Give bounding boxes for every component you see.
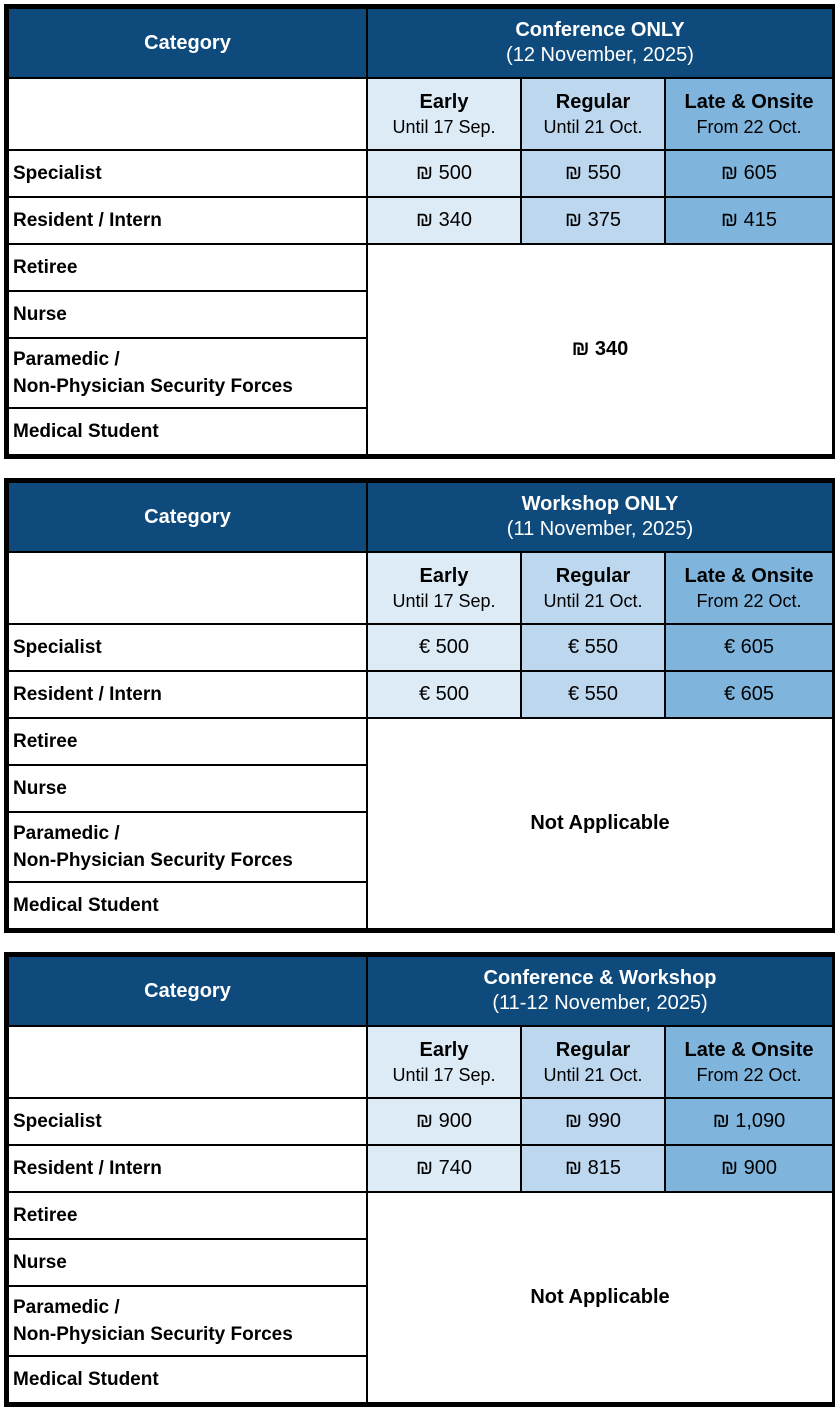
package-header: [367, 956, 833, 1026]
price-cell-late: € 605: [665, 624, 833, 671]
empty-header-cell: [8, 1026, 367, 1098]
period-date: Until 21 Oct.: [543, 1064, 643, 1085]
period-name: Early: [419, 564, 469, 587]
period-name: Regular: [555, 564, 631, 587]
period-date: From 22 Oct.: [696, 1064, 802, 1085]
period-header-late: [665, 78, 833, 150]
category-label: Specialist: [8, 624, 367, 671]
category-label: Retiree: [8, 718, 367, 765]
price-cell-early: ₪ 340: [367, 197, 521, 244]
table-row: [8, 624, 833, 671]
package-title: Conference ONLY: [515, 19, 685, 41]
price-cell-late: ₪ 605: [665, 150, 833, 197]
price-cell-late: € 605: [665, 671, 833, 718]
package-header: [367, 8, 833, 78]
period-header-regular: [521, 1026, 665, 1098]
price-cell-early: ₪ 900: [367, 1098, 521, 1145]
category-label: Paramedic / Non-Physician Security Forces: [8, 1286, 367, 1356]
category-label: Retiree: [8, 244, 367, 291]
period-date: Until 17 Sep.: [392, 1064, 496, 1085]
price-cell-late: ₪ 415: [665, 197, 833, 244]
period-header-late: [665, 1026, 833, 1098]
price-cell-late: ₪ 1,090: [665, 1098, 833, 1145]
period-date: Until 17 Sep.: [392, 590, 496, 611]
package-title: Conference & Workshop: [483, 967, 717, 989]
category-label: Nurse: [8, 1239, 367, 1286]
table-row: [8, 1145, 833, 1192]
period-date: Until 17 Sep.: [392, 116, 496, 137]
category-label: Resident / Intern: [8, 197, 367, 244]
category-label: Medical Student: [8, 1356, 367, 1403]
table-row: [8, 150, 833, 197]
price-cell-early: € 500: [367, 671, 521, 718]
package-title: Workshop ONLY: [521, 493, 679, 515]
price-cell-early: ₪ 500: [367, 150, 521, 197]
category-header: Category: [8, 482, 367, 552]
period-name: Regular: [555, 90, 631, 113]
pricing-table: [4, 952, 835, 1407]
package-date: (12 November, 2025): [506, 44, 694, 66]
period-header-early: [367, 78, 521, 150]
price-cell-regular: ₪ 990: [521, 1098, 665, 1145]
period-header-regular: [521, 78, 665, 150]
price-cell-regular: ₪ 375: [521, 197, 665, 244]
period-date: From 22 Oct.: [696, 116, 802, 137]
category-label: Specialist: [8, 150, 367, 197]
period-date: Until 21 Oct.: [543, 116, 643, 137]
period-name: Late & Onsite: [684, 1038, 814, 1061]
period-header-early: [367, 552, 521, 624]
shared-price-cell: Not Applicable: [367, 1192, 833, 1403]
table-row: [8, 1192, 833, 1239]
category-label: Resident / Intern: [8, 671, 367, 718]
period-date: Until 21 Oct.: [543, 590, 643, 611]
category-label: Medical Student: [8, 408, 367, 455]
price-cell-regular: € 550: [521, 624, 665, 671]
period-header-early: [367, 1026, 521, 1098]
period-name: Late & Onsite: [684, 90, 814, 113]
period-name: Early: [419, 1038, 469, 1061]
table-row: [8, 671, 833, 718]
price-cell-regular: ₪ 550: [521, 150, 665, 197]
pricing-table: [4, 478, 835, 933]
price-cell-regular: ₪ 815: [521, 1145, 665, 1192]
period-header-late: [665, 552, 833, 624]
category-label: Medical Student: [8, 882, 367, 929]
package-header: [367, 482, 833, 552]
price-cell-regular: € 550: [521, 671, 665, 718]
period-header-regular: [521, 552, 665, 624]
table-row: [8, 1098, 833, 1145]
empty-header-cell: [8, 552, 367, 624]
price-cell-late: ₪ 900: [665, 1145, 833, 1192]
category-label: Nurse: [8, 765, 367, 812]
period-name: Late & Onsite: [684, 564, 814, 587]
category-label: Nurse: [8, 291, 367, 338]
category-header: Category: [8, 956, 367, 1026]
price-cell-early: ₪ 740: [367, 1145, 521, 1192]
shared-price-cell: ₪ 340: [367, 244, 833, 455]
pricing-table: [4, 4, 835, 459]
package-date: (11 November, 2025): [506, 518, 694, 540]
shared-price-cell: Not Applicable: [367, 718, 833, 929]
price-cell-early: € 500: [367, 624, 521, 671]
table-row: [8, 197, 833, 244]
category-label: Retiree: [8, 1192, 367, 1239]
table-row: [8, 718, 833, 765]
category-label: Paramedic / Non-Physician Security Forces: [8, 812, 367, 882]
table-row: [8, 244, 833, 291]
period-date: From 22 Oct.: [696, 590, 802, 611]
category-label: Resident / Intern: [8, 1145, 367, 1192]
package-date: (11-12 November, 2025): [492, 992, 708, 1014]
category-label: Paramedic / Non-Physician Security Forces: [8, 338, 367, 408]
empty-header-cell: [8, 78, 367, 150]
category-header: Category: [8, 8, 367, 78]
period-name: Regular: [555, 1038, 631, 1061]
period-name: Early: [419, 90, 469, 113]
category-label: Specialist: [8, 1098, 367, 1145]
